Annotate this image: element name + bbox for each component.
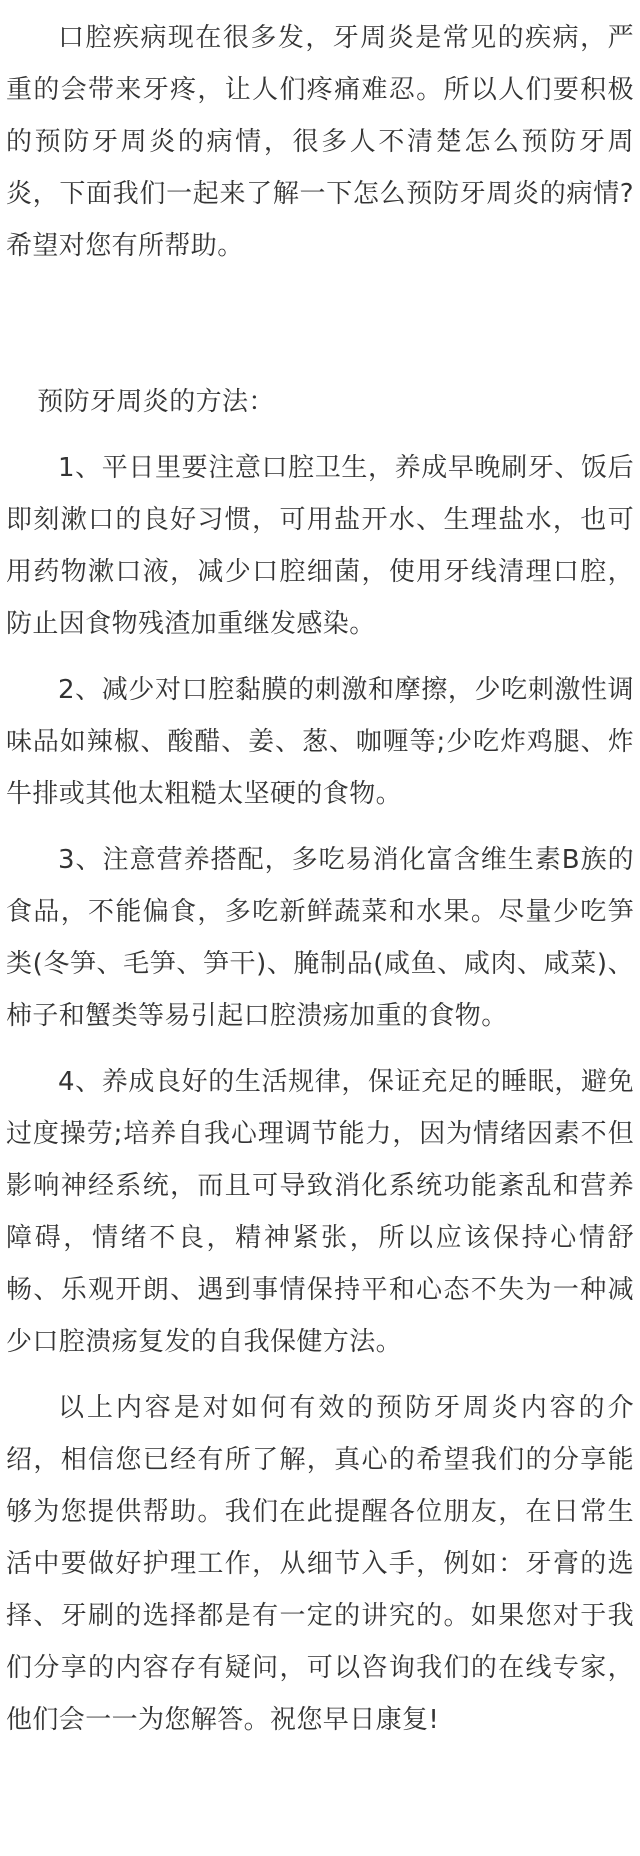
intro-paragraph: 口腔疾病现在很多发，牙周炎是常见的疾病，严重的会带来牙疼，让人们疼痛难忍。所以人们要积极的预防牙周炎的病情，很多人不清楚怎么预防牙周炎，下面我们一起来了解一下怎么预防牙周炎的病情?希望对您有所帮助。 bbox=[6, 23, 634, 261]
paragraph-spacer bbox=[6, 286, 634, 338]
conclusion-paragraph: 以上内容是对如何有效的预防牙周炎内容的介绍，相信您已经有所了解，真心的希望我们的分享能够为您提供帮助。我们在此提醒各位朋友，在日常生活中要做好护理工作，从细节入手，例如：牙膏的选择、牙刷的选择都是有一定的讲究的。如果您对于我们分享的内容存有疑问，可以咨询我们的在线专家，他们会一一为您解答。祝您早日康复! bbox=[6, 1393, 634, 1735]
method-2-paragraph: 2、减少对口腔黏膜的刺激和摩擦，少吃刺激性调味品如辣椒、酸醋、姜、葱、咖喱等;少吃炸鸡腿、炸牛排或其他太粗糙太坚硬的食物。 bbox=[6, 675, 634, 809]
methods-heading: 预防牙周炎的方法： bbox=[37, 387, 275, 417]
method-3-paragraph: 3、注意营养搭配，多吃易消化富含维生素B族的食品，不能偏食，多吃新鲜蔬菜和水果。尽量少吃笋类(冬笋、毛笋、笋干)、腌制品(咸鱼、咸肉、咸菜)、柿子和蟹类等易引起口腔溃疡加重的食物。 bbox=[6, 845, 634, 1031]
method-4-paragraph: 4、养成良好的生活规律，保证充足的睡眠，避免过度操劳;培养自我心理调节能力，因为情绪因素不但影响神经系统，而且可导致消化系统功能紊乱和营养障碍，情绪不良，精神紧张，所以应该保持心情舒畅、乐观开朗、遇到事情保持平和心态不失为一种减少口腔溃疡复发的自我保健方法。 bbox=[6, 1067, 634, 1357]
method-1-paragraph: 1、平日里要注意口腔卫生，养成早晚刷牙、饭后即刻漱口的良好习惯，可用盐开水、生理盐水，也可用药物漱口液，减少口腔细菌，使用牙线清理口腔，防止因食物残渣加重继发感染。 bbox=[6, 453, 634, 639]
